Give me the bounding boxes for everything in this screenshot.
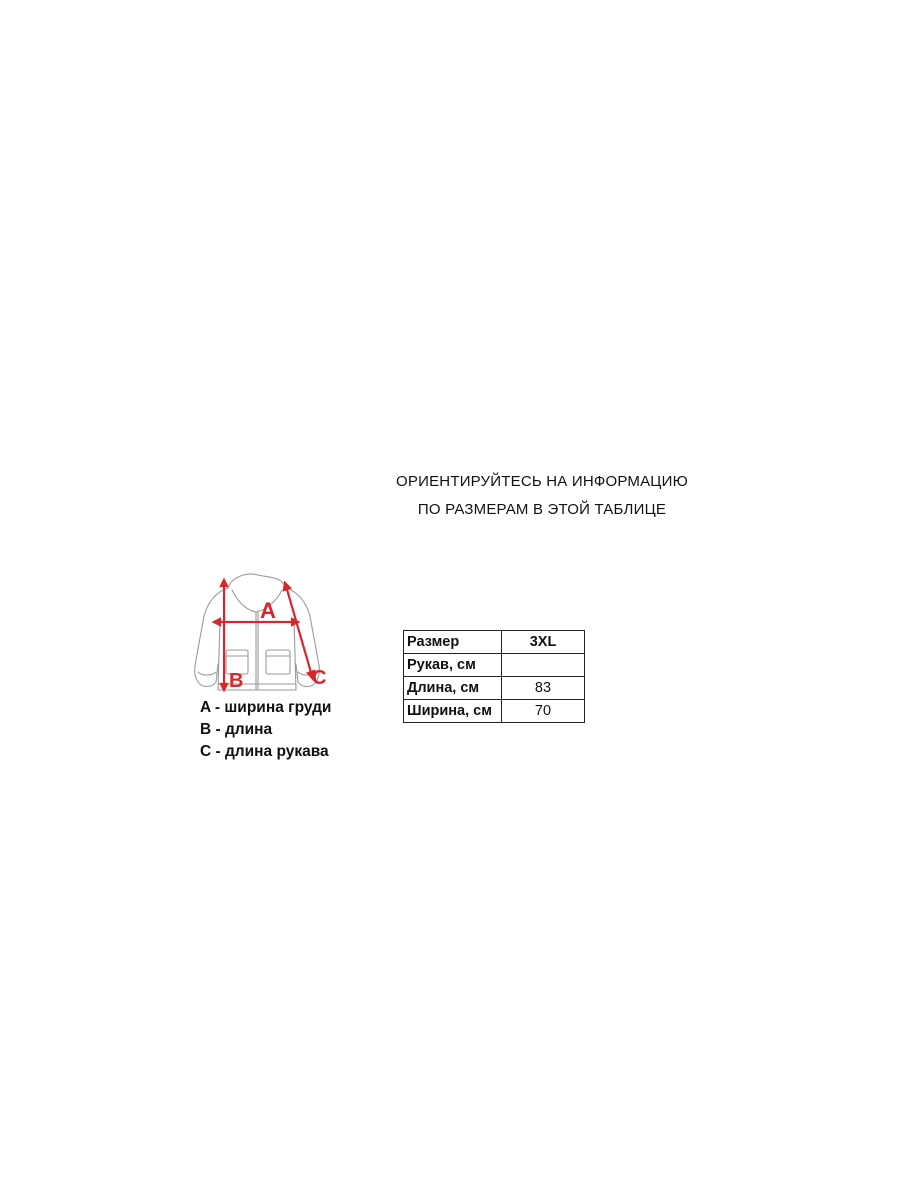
marker-c: C (312, 667, 327, 689)
row-value-sleeve (502, 654, 585, 677)
measurement-legend (200, 697, 331, 763)
table-row (404, 677, 585, 700)
row-label-length: Длина, см (404, 677, 502, 700)
size-table (403, 630, 585, 723)
table-row (404, 700, 585, 723)
size-header-value: 3XL (502, 631, 585, 654)
headline-line-1: ОРИЕНТИРУЙТЕСЬ НА ИНФОРМАЦИЮ (396, 473, 688, 490)
jacket-outline (195, 574, 320, 690)
table-row (404, 654, 585, 677)
legend-c: C - длина рукава (200, 743, 329, 760)
headline-line-2: ПО РАЗМЕРАМ В ЭТОЙ ТАБЛИЦЕ (417, 501, 667, 518)
marker-b: B (229, 670, 244, 692)
row-value-width: 70 (502, 700, 585, 723)
headline (340, 468, 744, 524)
jacket-measurement-diagram (186, 572, 336, 702)
legend-a: A - ширина груди (200, 699, 332, 716)
row-value-length: 83 (502, 677, 585, 700)
row-label-sleeve: Рукав, см (404, 654, 502, 677)
size-header-label: Размер (404, 631, 502, 654)
row-label-width: Ширина, см (404, 700, 502, 723)
legend-b: B - длина (200, 721, 273, 738)
size-table-header-row (404, 631, 585, 654)
marker-a: A (260, 598, 276, 623)
